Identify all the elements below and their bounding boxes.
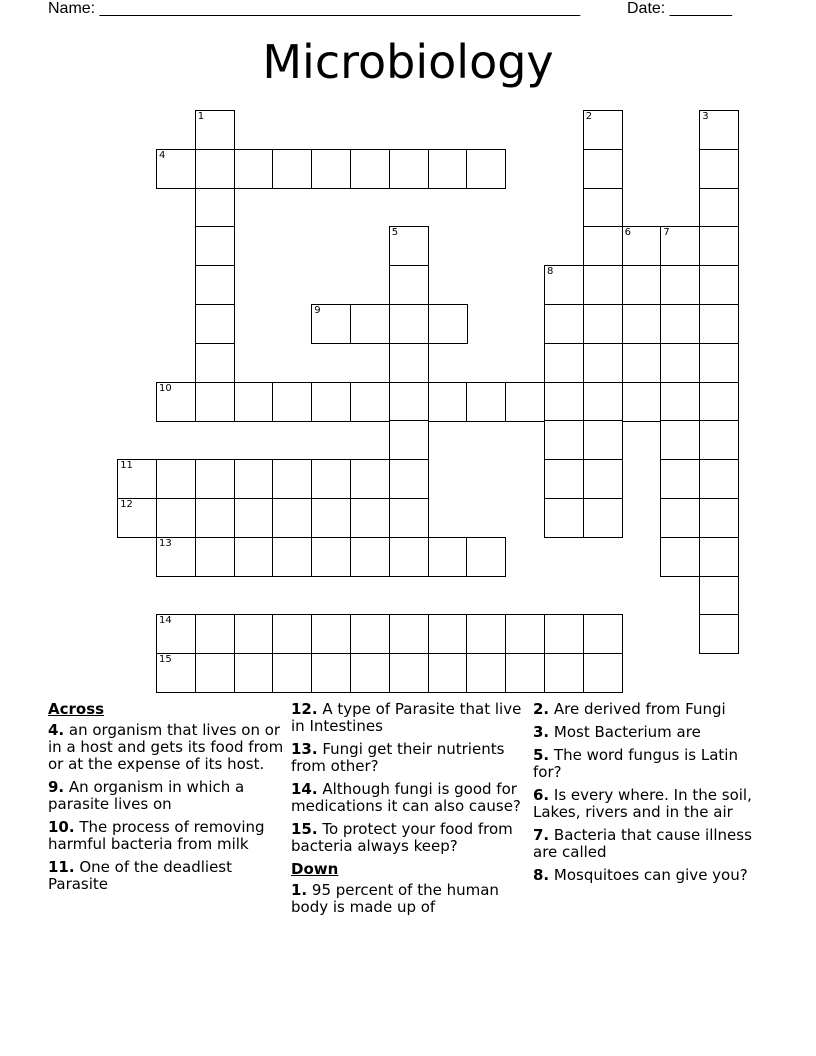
grid-cell[interactable] [389, 498, 429, 538]
header [48, 0, 748, 20]
clue-item-text: An organism in which a parasite lives on [48, 778, 245, 813]
grid-cell[interactable] [156, 459, 196, 499]
grid-cell[interactable] [350, 459, 390, 499]
grid-cell[interactable] [699, 304, 739, 344]
grid-cell[interactable] [583, 110, 623, 150]
clue-item [48, 722, 284, 773]
clue-item [48, 859, 284, 893]
grid-cell[interactable] [699, 420, 739, 460]
clue-item-number: 13. [291, 740, 318, 758]
grid-cell[interactable] [544, 420, 584, 460]
clue-item [291, 821, 527, 855]
grid-cell[interactable] [699, 614, 739, 654]
grid-cell[interactable] [389, 420, 429, 460]
grid-cell[interactable] [428, 382, 468, 422]
clue-item [48, 779, 284, 813]
grid-cell[interactable] [583, 343, 623, 383]
grid-cell[interactable] [699, 576, 739, 616]
clue-number: 12 [120, 499, 133, 510]
clue-item-text: A type of Parasite that live in Intestines [291, 700, 522, 735]
grid-cell[interactable] [699, 265, 739, 305]
grid-cell[interactable] [195, 653, 235, 693]
clue-number: 13 [159, 537, 172, 549]
clue-item-number: 5. [533, 746, 550, 764]
grid-cell[interactable] [583, 226, 623, 266]
clue-item [533, 747, 769, 781]
grid-cell[interactable] [428, 149, 468, 189]
clues-column-3 [533, 701, 769, 890]
grid-cell[interactable] [195, 188, 235, 228]
grid-cell[interactable] [350, 498, 390, 538]
grid-cell[interactable] [660, 420, 700, 460]
grid-cell[interactable] [117, 498, 157, 538]
grid-cell[interactable] [234, 653, 274, 693]
grid-cell[interactable] [660, 498, 700, 538]
grid-cell[interactable] [622, 304, 662, 344]
grid-cell[interactable] [195, 304, 235, 344]
grid-cell[interactable] [234, 614, 274, 654]
grid-cell[interactable] [699, 343, 739, 383]
grid-cell[interactable] [660, 459, 700, 499]
grid-cell[interactable] [195, 110, 235, 150]
grid-cell[interactable] [660, 343, 700, 383]
grid-cell[interactable] [428, 537, 468, 577]
clue-item [533, 701, 769, 718]
grid-cell[interactable] [272, 149, 312, 189]
clue-item [291, 781, 527, 815]
grid-cell[interactable] [466, 537, 506, 577]
grid-cell[interactable] [544, 653, 584, 693]
grid-cell[interactable] [699, 110, 739, 150]
grid-cell[interactable] [699, 149, 739, 189]
grid-cell[interactable] [660, 537, 700, 577]
grid-cell[interactable] [622, 265, 662, 305]
clue-item-number: 12. [291, 700, 318, 718]
name-field-label[interactable]: Name: ______________________________________________________ [48, 0, 581, 17]
clue-item [533, 827, 769, 861]
grid-cell[interactable] [156, 498, 196, 538]
grid-cell[interactable] [544, 498, 584, 538]
clues-column-1 [48, 701, 284, 899]
clue-item-number: 6. [533, 786, 550, 804]
grid-cell[interactable] [311, 304, 351, 344]
clue-item-text: One of the deadliest Parasite [48, 858, 232, 893]
grid-cell[interactable] [272, 459, 312, 499]
grid-cell[interactable] [350, 653, 390, 693]
date-field-label[interactable]: Date: _______ [627, 0, 732, 17]
grid-cell[interactable] [389, 343, 429, 383]
grid-cell[interactable] [660, 382, 700, 422]
clue-item-text: Bacteria that cause illness are called [533, 826, 752, 861]
grid-cell[interactable] [156, 614, 196, 654]
grid-cell[interactable] [389, 537, 429, 577]
grid-cell[interactable] [195, 498, 235, 538]
grid-cell[interactable] [466, 614, 506, 654]
clue-item-text: Fungi get their nutrients from other? [291, 740, 505, 775]
grid-cell[interactable] [583, 149, 623, 189]
grid-cell[interactable] [622, 382, 662, 422]
clue-number: 2 [585, 111, 593, 122]
grid-cell[interactable] [272, 537, 312, 577]
grid-cell[interactable] [389, 226, 429, 266]
clue-number: 11 [120, 460, 133, 472]
clue-item-text: To protect your food from bacteria always keep? [291, 820, 513, 855]
clue-number: 4 [159, 149, 166, 161]
grid-cell[interactable] [195, 614, 235, 654]
grid-cell[interactable] [311, 149, 351, 189]
clue-item-text: Mosquitoes can give you? [549, 866, 748, 884]
grid-cell[interactable] [428, 653, 468, 693]
grid-cell[interactable] [505, 653, 545, 693]
clue-item-number: 4. [48, 721, 65, 739]
grid-cell[interactable] [311, 614, 351, 654]
clue-number: 10 [159, 382, 172, 394]
grid-cell[interactable] [195, 149, 235, 189]
clue-item-number: 9. [48, 778, 65, 796]
grid-cell[interactable] [156, 537, 196, 577]
grid-cell[interactable] [660, 304, 700, 344]
clue-item-text: The word fungus is Latin for? [533, 746, 738, 781]
page-title: Microbiology [262, 35, 554, 89]
clue-number: 8 [547, 266, 554, 278]
grid-cell[interactable] [350, 149, 390, 189]
grid-cell[interactable] [583, 653, 623, 693]
grid-cell[interactable] [544, 459, 584, 499]
grid-cell[interactable] [311, 653, 351, 693]
clue-item [533, 867, 769, 884]
grid-cell[interactable] [195, 343, 235, 383]
grid-cell[interactable] [544, 343, 584, 383]
grid-cell[interactable] [311, 498, 351, 538]
clue-item-text: an organism that lives on or in a host and gets its food from or at the expense of its host. [48, 721, 284, 773]
grid-cell[interactable] [311, 382, 351, 422]
clue-number: 1 [197, 111, 205, 122]
grid-cell[interactable] [234, 382, 274, 422]
grid-cell[interactable] [311, 459, 351, 499]
clue-item-number: 10. [48, 818, 75, 836]
grid-cell[interactable] [699, 498, 739, 538]
clue-item [291, 882, 527, 916]
grid-cell[interactable] [583, 382, 623, 422]
clue-item-text: Most Bacterium are [549, 723, 701, 741]
grid-cell[interactable] [466, 382, 506, 422]
grid-cell[interactable] [234, 149, 274, 189]
clue-item-number: 15. [291, 820, 318, 838]
clue-item-number: 3. [533, 723, 550, 741]
clue-item-number: 2. [533, 700, 550, 718]
grid-cell[interactable] [311, 537, 351, 577]
clue-number: 5 [391, 227, 399, 239]
grid-cell[interactable] [583, 614, 623, 654]
grid-cell[interactable] [234, 498, 274, 538]
grid-cell[interactable] [195, 459, 235, 499]
grid-cell[interactable] [660, 265, 700, 305]
grid-cell[interactable] [350, 304, 390, 344]
grid-cell[interactable] [466, 149, 506, 189]
grid-cell[interactable] [389, 653, 429, 693]
grid-cell[interactable] [505, 614, 545, 654]
grid-cell[interactable] [583, 420, 623, 460]
grid-cell[interactable] [234, 459, 274, 499]
grid-cell[interactable] [117, 459, 157, 499]
grid-cell[interactable] [389, 459, 429, 499]
grid-cell[interactable] [622, 343, 662, 383]
grid-cell[interactable] [234, 537, 274, 577]
grid-cell[interactable] [156, 653, 196, 693]
grid-cell[interactable] [350, 537, 390, 577]
grid-cell[interactable] [272, 382, 312, 422]
clue-item-number: 8. [533, 866, 550, 884]
grid-cell[interactable] [544, 614, 584, 654]
clue-item-number: 11. [48, 858, 75, 876]
grid-cell[interactable] [195, 382, 235, 422]
grid-cell[interactable] [272, 653, 312, 693]
grid-cell[interactable] [544, 382, 584, 422]
grid-cell[interactable] [428, 614, 468, 654]
clue-number: 15 [159, 654, 172, 666]
grid-cell[interactable] [272, 614, 312, 654]
grid-cell[interactable] [544, 265, 584, 305]
clue-item-number: 1. [291, 881, 308, 899]
grid-cell[interactable] [428, 304, 468, 344]
grid-cell[interactable] [699, 382, 739, 422]
grid-cell[interactable] [505, 382, 545, 422]
grid-cell[interactable] [195, 226, 235, 266]
grid-cell[interactable] [389, 304, 429, 344]
grid-cell[interactable] [466, 653, 506, 693]
grid-cell[interactable] [195, 537, 235, 577]
grid-cell[interactable] [622, 226, 662, 266]
grid-cell[interactable] [272, 498, 312, 538]
clue-number: 7 [663, 227, 670, 239]
grid-cell[interactable] [660, 226, 700, 266]
grid-cell[interactable] [350, 382, 390, 422]
clue-item-number: 14. [291, 780, 318, 798]
grid-cell[interactable] [699, 226, 739, 266]
clue-item [291, 741, 527, 775]
grid-cell[interactable] [389, 149, 429, 189]
clue-number: 6 [624, 227, 631, 239]
clue-item-number: 7. [533, 826, 550, 844]
grid-cell[interactable] [156, 382, 196, 422]
grid-cell[interactable] [389, 382, 429, 422]
grid-cell[interactable] [699, 188, 739, 228]
clue-number: 14 [159, 615, 172, 627]
clue-item [533, 787, 769, 821]
grid-cell[interactable] [389, 614, 429, 654]
across-heading: Across [48, 700, 105, 718]
clue-item-text: The process of removing harmful bacteria from milk [48, 818, 265, 853]
grid-cell[interactable] [350, 614, 390, 654]
clue-item-text: 95 percent of the human body is made up of [291, 881, 499, 916]
clue-number: 3 [702, 111, 709, 122]
grid-cell[interactable] [583, 188, 623, 228]
grid-cell[interactable] [583, 304, 623, 344]
grid-cell[interactable] [583, 498, 623, 538]
clues-column-2 [291, 701, 527, 922]
down-heading: Down [291, 860, 339, 878]
clue-item-text: Although fungi is good for medications it can also cause? [291, 780, 521, 815]
grid-cell[interactable] [544, 304, 584, 344]
grid-cell[interactable] [389, 265, 429, 305]
clue-item [533, 724, 769, 741]
grid-cell[interactable] [156, 149, 196, 189]
grid-cell[interactable] [699, 459, 739, 499]
clue-item [291, 701, 527, 735]
clue-number: 9 [314, 305, 321, 316]
clue-item [48, 819, 284, 853]
clue-item-text: Is every where. In the soil, Lakes, rivers and in the air [533, 786, 752, 821]
grid-cell[interactable] [699, 537, 739, 577]
grid-cell[interactable] [583, 459, 623, 499]
grid-cell[interactable] [583, 265, 623, 305]
grid-cell[interactable] [195, 265, 235, 305]
clue-item-text: Are derived from Fungi [549, 700, 726, 718]
